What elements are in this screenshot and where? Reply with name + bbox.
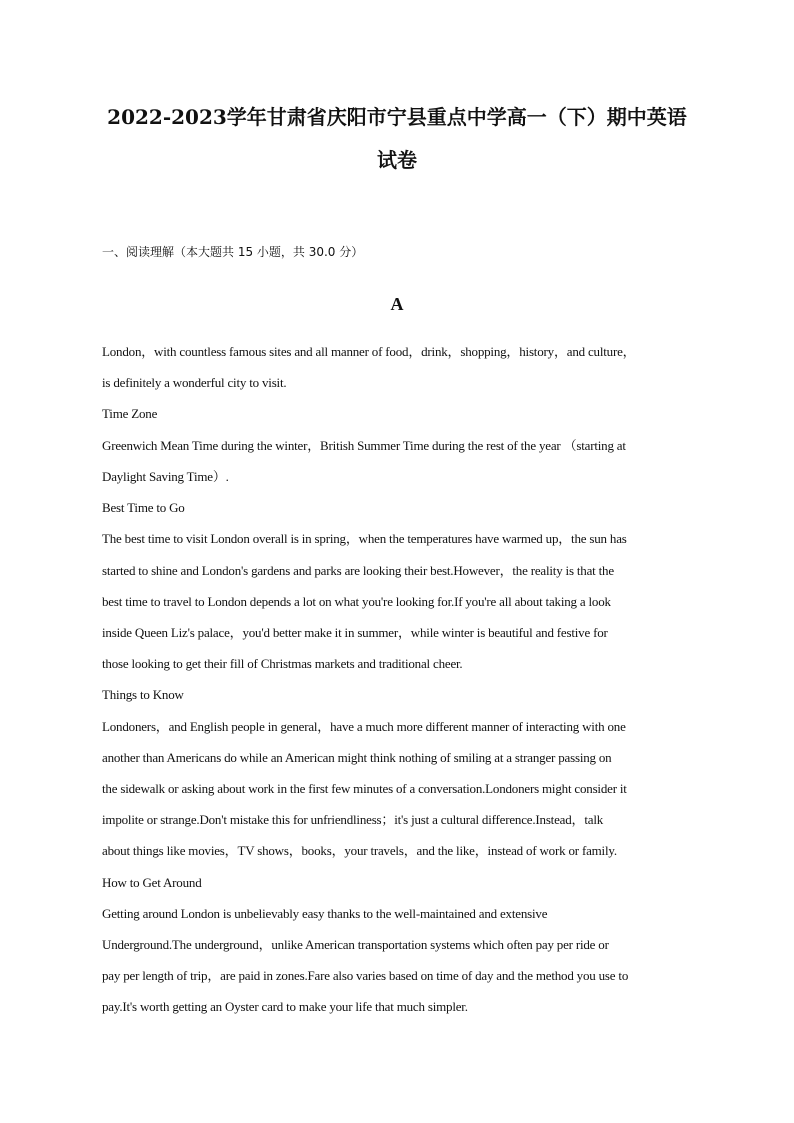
subheading-best-time: Best Time to Go xyxy=(102,500,185,515)
passage-line: another than Americans do while an American might think nothing of smiling at a stranger passing on xyxy=(102,750,612,765)
passage-line: Underground.The underground，unlike American transportation systems which often pay per ride or xyxy=(102,937,609,952)
section-heading: 一、阅读理解（本大题共 15 小题，共 30.0 分） xyxy=(102,245,364,259)
passage-line: impolite or strange.Don't mistake this for unfriendliness；it's just a cultural difference.Instead，talk xyxy=(102,812,604,827)
passage-line: The best time to visit London overall is in spring，when the temperatures have warmed up，the sun has xyxy=(102,531,627,546)
document-title-line-1: 2022-2023学年甘肃省庆阳市宁县重点中学高一（下）期中英语 xyxy=(107,105,687,129)
passage-line: Daylight Saving Time）. xyxy=(102,469,229,484)
passage-line: is definitely a wonderful city to visit. xyxy=(102,375,287,390)
passage-line: the sidewalk or asking about work in the first few minutes of a conversation.Londoners might consider it xyxy=(102,781,627,796)
passage-line: Londoners，and English people in general，have a much more different manner of interacting with one xyxy=(102,719,626,734)
passage-line: pay per length of trip，are paid in zones.Fare also varies based on time of day and the method you use to xyxy=(102,968,629,983)
subheading-things-to-know: Things to Know xyxy=(102,687,184,702)
passage-line: those looking to get their fill of Christmas markets and traditional cheer. xyxy=(102,656,463,671)
subheading-time-zone: Time Zone xyxy=(102,406,158,421)
passage-line: about things like movies，TV shows，books，your travels，and the like，instead of work or family. xyxy=(102,843,617,858)
passage-line: inside Queen Liz's palace，you'd better make it in summer，while winter is beautiful and festive for xyxy=(102,625,608,640)
passage-line: London，with countless famous sites and all manner of food，drink，shopping，history，and culture， xyxy=(102,344,636,359)
document-title-line-2: 试卷 xyxy=(377,148,417,172)
passage-line: pay.It's worth getting an Oyster card to make your life that much simpler. xyxy=(102,999,468,1014)
passage-line: Getting around London is unbelievably easy thanks to the well-maintained and extensive xyxy=(102,906,548,921)
passage-line: started to shine and London's gardens and parks are looking their best.However，the reality is that the xyxy=(102,563,614,578)
subheading-get-around: How to Get Around xyxy=(102,875,202,890)
passage-line: best time to travel to London depends a lot on what you're looking for.If you're all about taking a look xyxy=(102,594,611,609)
passage-label: A xyxy=(390,294,404,314)
passage-line: Greenwich Mean Time during the winter，British Summer Time during the rest of the year （starting at xyxy=(102,438,626,453)
